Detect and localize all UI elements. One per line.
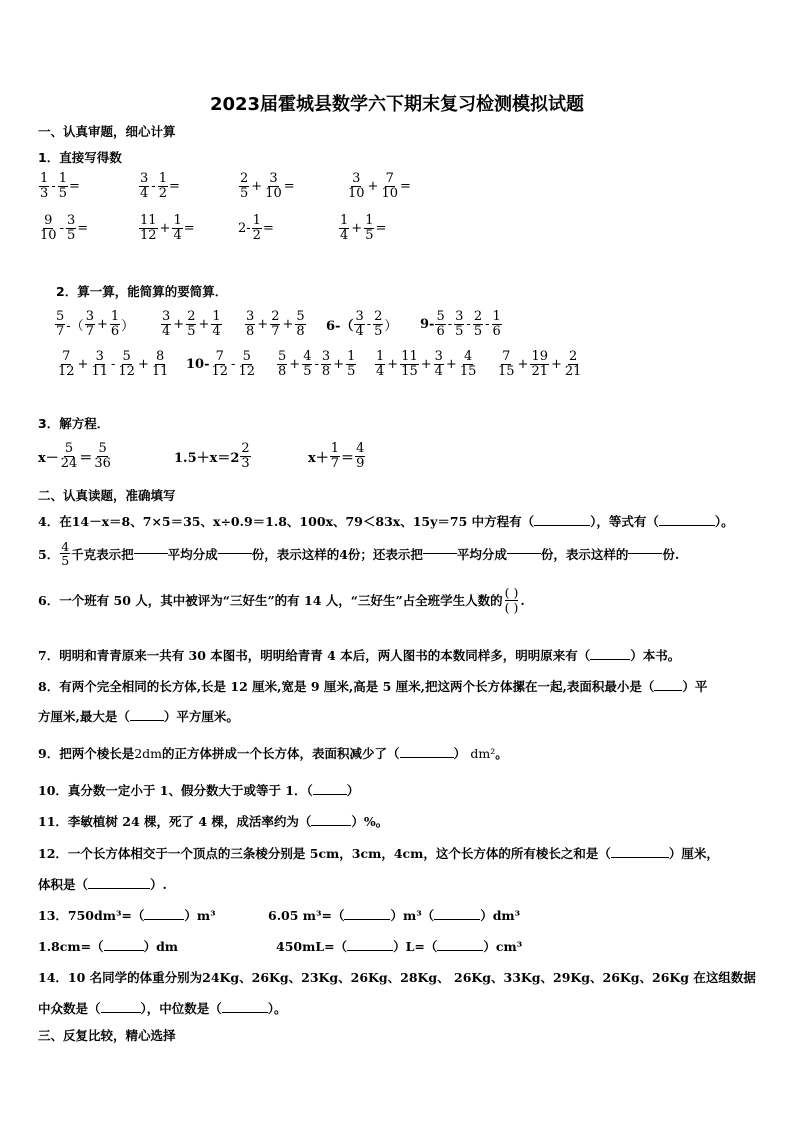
q14-line-2: 中众数是（ ），中位数是（ ）。 (38, 1001, 287, 1016)
q4-blank-equations[interactable] (534, 525, 590, 526)
q14-blank-mode[interactable] (101, 1012, 141, 1013)
q4-blank-identities[interactable] (659, 525, 715, 526)
q6: 6．一个班有 50 人，其中被评为“三好生”的有 14 人，“三好生”占全班学生人数的 ( ) ( ) . (38, 585, 525, 615)
section-heading-1: 一、认真审题，细心计算 (38, 124, 176, 139)
q13-blank-1[interactable] (144, 919, 184, 920)
q8-blank-max[interactable] (130, 720, 164, 721)
q14-line-1: 14．10 名同学的体重分别为24Kg、26Kg、23Kg、26Kg、28Kg、 26Kg、33Kg、29Kg、26Kg、26Kg 在这组数据 (38, 970, 756, 985)
q4: 4．在14－x＝8、7×5＝35、x÷0.9＝1.8、100x、79＜83x、15y＝75 中方程有（ ），等式有（ ）。 (38, 514, 734, 529)
q2-expr-4: 6-（ $\frac{3}{4}$ - $\frac{2}{5}$ ） (326, 309, 398, 339)
section-heading-2: 二、认真读题，准确填写 (38, 488, 176, 503)
q5-blank-4[interactable] (507, 553, 541, 554)
q5-blank-1[interactable] (134, 553, 168, 554)
q1-expr-3: $\frac{2}{5}$ + $\frac{3}{10}$ = (240, 171, 295, 201)
q10: 10．真分数一定小于 1、假分数大于或等于 1．（ ） (38, 783, 360, 798)
q9: 9．把两个棱长是2dm的正方体拼成一个长方体，表面积减少了（ ） dm²。 (38, 746, 508, 761)
q2-expr-5: 9- $\frac{5}{6}$ - $\frac{3}{5}$ - $\frac{2}{5}$ - $\frac{1}{6}$ (420, 309, 501, 339)
q2-expr-6: $\frac{7}{12}$ + $\frac{3}{11}$ - $\frac{5}{12}$ + $\frac{8}{11}$ (58, 349, 169, 379)
q5-blank-2[interactable] (218, 553, 252, 554)
q7: 7．明明和青青原来一共有 30 本图书，明明给青青 4 本后，两人图书的本数同样多，明明原来有（ ）本书。 (38, 648, 681, 663)
q10-blank[interactable] (313, 794, 347, 795)
q14-blank-median[interactable] (222, 1012, 268, 1013)
q7-blank[interactable] (590, 659, 630, 660)
q1-expr-1: $\frac{1}{3}$ - $\frac{1}{5}$ = (40, 171, 80, 201)
q12-line-1: 12．一个长方体相交于一个顶点的三条棱分别是 5cm，3cm，4cm，这个长方体的所有棱长之和是（ ）厘米， (38, 846, 719, 861)
q3-heading: 3．解方程． (38, 416, 110, 431)
q1-expr-5: $\frac{9}{10}$ - $\frac{3}{5}$ = (40, 213, 89, 243)
q13-item-1: 13．750dm³=（ ）m³ (38, 908, 216, 923)
q5: 5． $\frac{4}{5}$ 千克表示把 平均分成 份，表示这样的4份；还表示把 平均分成 份，表示这样的 份. (38, 539, 680, 569)
q2-expr-1: $\frac{5}{7}$ -（ $\frac{3}{7}$ + $\frac{1}{6}$ ） (56, 309, 135, 339)
q1-expr-7: 2- $\frac{1}{2}$ = (238, 213, 274, 243)
q9-blank[interactable] (400, 757, 454, 758)
section-heading-3: 三、反复比较，精心选择 (38, 1028, 176, 1043)
q1-expr-4: $\frac{3}{10}$ + $\frac{7}{10}$ = (348, 171, 411, 201)
q3-equation-2: 1.5＋x＝2 $\frac{2}{3}$ (174, 441, 250, 471)
q12-blank-volume[interactable] (88, 888, 150, 889)
q2-expr-10: $\frac{7}{15}$ + $\frac{19}{21}$ + $\frac{2}{21}$ (498, 349, 582, 379)
q12-line-2: 体积是（ ）. (38, 877, 167, 892)
q6-answer-fraction[interactable]: ( ) ( ) (504, 585, 519, 615)
q12-blank-edges[interactable] (611, 857, 669, 858)
q2-expr-3: $\frac{3}{8}$ + $\frac{2}{7}$ + $\frac{5}{8}$ (246, 309, 305, 339)
q11: 11．李敏植树 24 棵，死了 4 棵，成活率约为（ ）%。 (38, 814, 389, 829)
q1-expr-8: $\frac{1}{4}$ + $\frac{1}{5}$ = (340, 213, 387, 243)
q8-line-1: 8．有两个完全相同的长方体,长是 12 厘米,宽是 9 厘米,高是 5 厘米,把这两个长方体摞在一起,表面积最小是（ ）平 (38, 679, 708, 694)
q5-blank-5[interactable] (628, 553, 662, 554)
q2-expr-7: 10- $\frac{7}{12}$ - $\frac{5}{12}$ (186, 349, 255, 379)
q13-blank-4[interactable] (104, 950, 144, 951)
q13-blank-2[interactable] (344, 919, 390, 920)
q13-blank-3[interactable] (434, 919, 480, 920)
q5-blank-3[interactable] (423, 553, 457, 554)
q2-expr-8: $\frac{5}{8}$ + $\frac{4}{5}$ - $\frac{3}{8}$ + $\frac{1}{5}$ (278, 349, 356, 379)
q13-blank-5[interactable] (347, 950, 393, 951)
q8-blank-min[interactable] (654, 690, 682, 691)
page-title: 2023届霍城县数学六下期末复习检测模拟试题 (209, 94, 585, 115)
q11-blank[interactable] (311, 825, 351, 826)
q2-expr-9: $\frac{1}{4}$ + $\frac{11}{15}$ + $\frac{3}{4}$ + $\frac{4}{15}$ (376, 349, 477, 379)
q1-heading: 1．直接写得数 (38, 150, 122, 165)
q1-expr-6: $\frac{11}{12}$ + $\frac{1}{4}$ = (140, 213, 195, 243)
q13-item-4: 450mL=（ ）L=（ ）cm³ (276, 939, 523, 954)
q1-expr-2: $\frac{3}{4}$ - $\frac{1}{2}$ = (140, 171, 180, 201)
q2-heading: 2．算一算，能简算的要简算． (56, 284, 228, 299)
q8-line-2: 方厘米,最大是（ ）平方厘米。 (38, 709, 239, 724)
q2-expr-2: $\frac{3}{4}$ + $\frac{2}{5}$ + $\frac{1}{4}$ (162, 309, 221, 339)
q13-blank-6[interactable] (437, 950, 483, 951)
q3-equation-1: x－ $\frac{5}{24}$ ＝ $\frac{5}{36}$ (38, 441, 111, 471)
q3-equation-3: x＋ $\frac{1}{7}$ ＝ $\frac{4}{9}$ (308, 441, 365, 471)
q13-item-2: 6.05 m³=（ ）m³（ ）dm³ (268, 908, 521, 923)
q13-item-3: 1.8cm=（ ）dm (38, 939, 179, 954)
